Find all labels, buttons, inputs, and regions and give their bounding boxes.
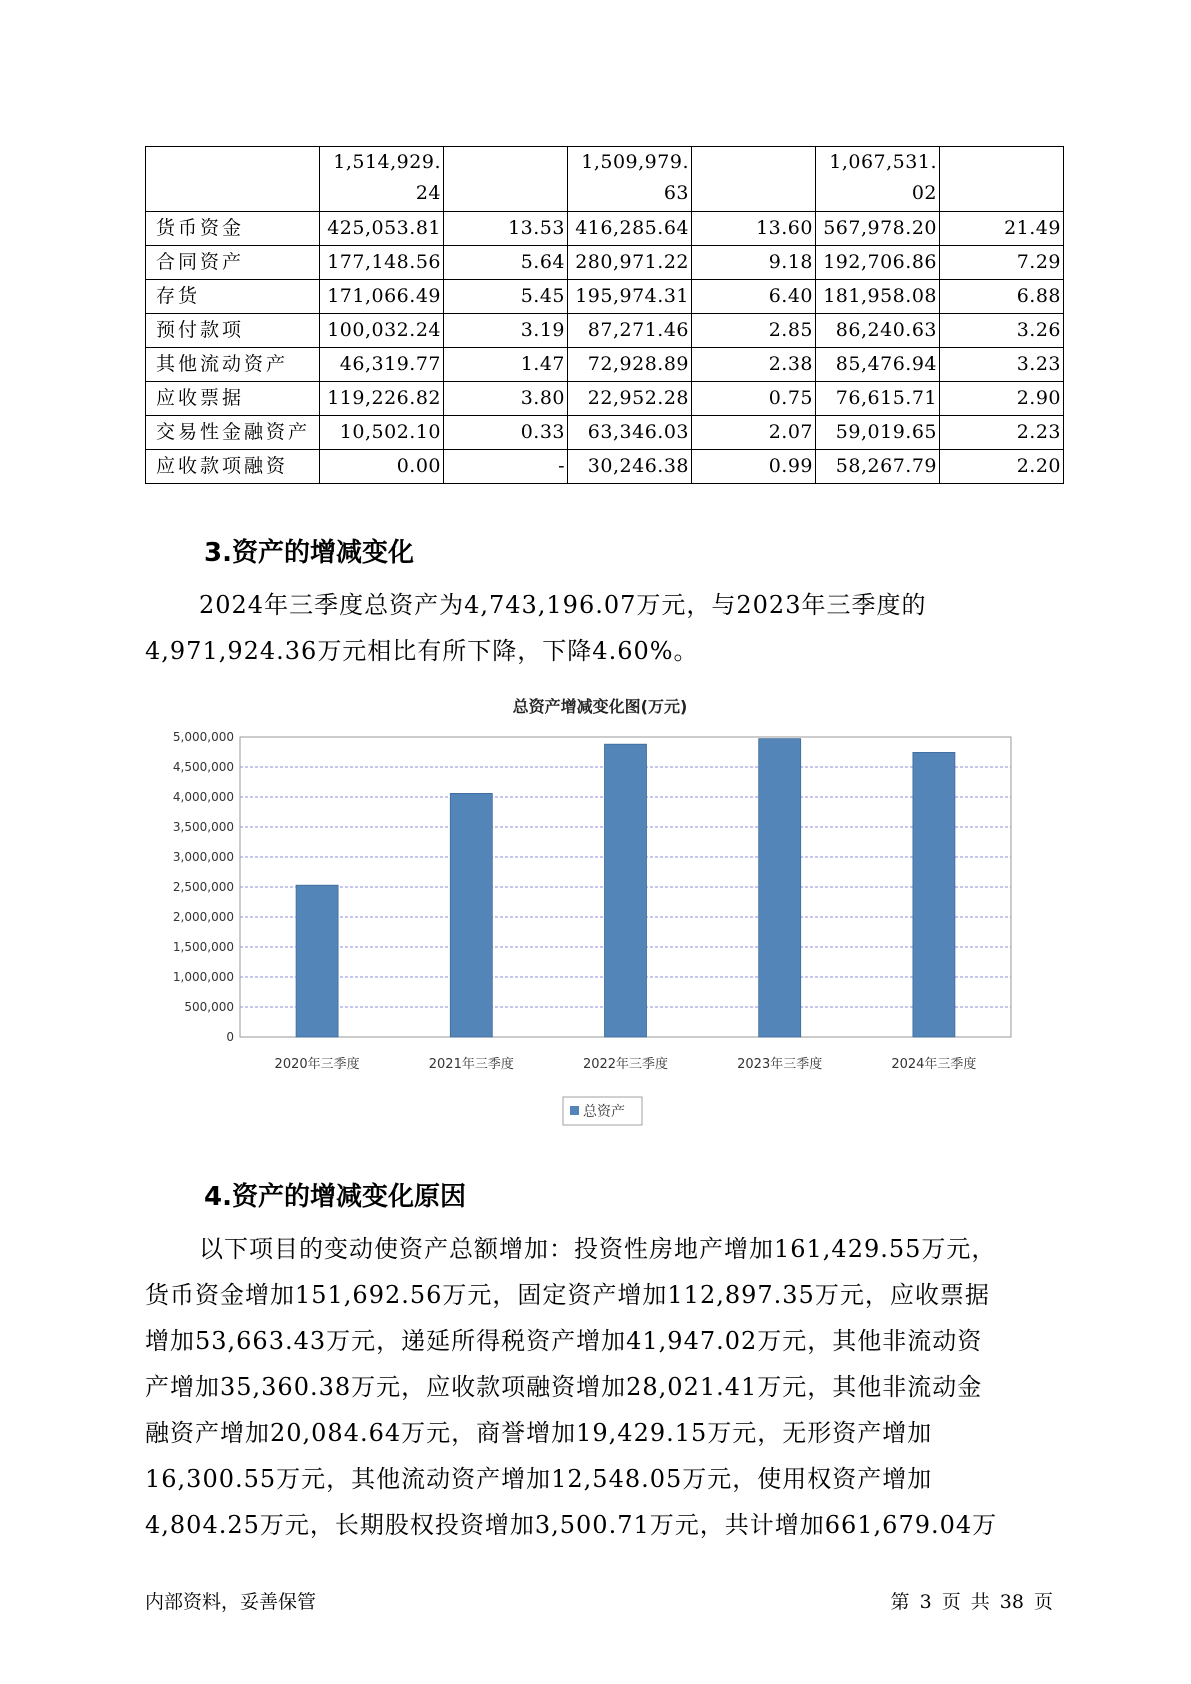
footer-confidential-note: 内部资料，妥善保管 xyxy=(145,1591,317,1613)
table-cell: 3.23 xyxy=(940,348,1064,382)
row-label xyxy=(146,147,320,212)
paragraph-line: 16,300.55万元，其他流动资产增加12,548.05万元，使用权资产增加 xyxy=(145,1465,933,1493)
table-cell: 85,476.94 xyxy=(816,348,940,382)
table-cell: 1,067,531.02 xyxy=(816,147,940,212)
table-cell: 0.33 xyxy=(444,416,568,450)
table-cell: 76,615.71 xyxy=(816,382,940,416)
paragraph-line: 增加53,663.43万元，递延所得税资产增加41,947.02万元，其他非流动资 xyxy=(145,1327,983,1355)
table-row xyxy=(146,314,1064,348)
bar xyxy=(913,752,955,1037)
bar xyxy=(296,885,338,1037)
table-cell: 1,514,929.24 xyxy=(320,147,444,212)
total-assets-bar-chart xyxy=(150,690,1050,1140)
x-tick-label: 2021年三季度 xyxy=(428,1057,514,1072)
table-row xyxy=(146,450,1064,484)
table-cell: 195,974.31 xyxy=(568,280,692,314)
x-tick-label: 2024年三季度 xyxy=(891,1057,977,1072)
row-label: 应收票据 xyxy=(146,382,320,416)
table-cell: 1,509,979.63 xyxy=(568,147,692,212)
row-label: 存货 xyxy=(146,280,320,314)
y-tick-label: 1,000,000 xyxy=(172,970,234,984)
table-cell: 5.45 xyxy=(444,280,568,314)
table-cell xyxy=(444,147,568,212)
y-tick-label: 4,000,000 xyxy=(172,790,234,804)
row-label: 货币资金 xyxy=(146,212,320,246)
paragraph-line: 货币资金增加151,692.56万元，固定资产增加112,897.35万元，应收票据 xyxy=(145,1281,990,1309)
table-row xyxy=(146,212,1064,246)
y-tick-label: 2,500,000 xyxy=(172,880,234,894)
table-cell: - xyxy=(444,450,568,484)
table-row xyxy=(146,382,1064,416)
table-cell: 192,706.86 xyxy=(816,246,940,280)
bar xyxy=(605,744,647,1037)
y-tick-label: 1,500,000 xyxy=(172,940,234,954)
table-cell: 46,319.77 xyxy=(320,348,444,382)
x-tick-label: 2023年三季度 xyxy=(737,1057,823,1072)
chart-plot xyxy=(173,730,1011,1072)
table-cell: 177,148.56 xyxy=(320,246,444,280)
table-cell: 87,271.46 xyxy=(568,314,692,348)
table-row xyxy=(146,280,1064,314)
table-cell: 3.80 xyxy=(444,382,568,416)
table-cell: 7.29 xyxy=(940,246,1064,280)
chart-legend xyxy=(563,1097,642,1125)
row-label: 预付款项 xyxy=(146,314,320,348)
paragraph-line: 2024年三季度总资产为4,743,196.07万元，与2023年三季度的 xyxy=(199,591,927,619)
table-cell: 5.64 xyxy=(444,246,568,280)
table-cell: 416,285.64 xyxy=(568,212,692,246)
table-row xyxy=(146,348,1064,382)
paragraph-line: 以下项目的变动使资产总额增加：投资性房地产增加161,429.55万元， xyxy=(199,1235,997,1263)
table-cell: 59,019.65 xyxy=(816,416,940,450)
table-cell: 567,978.20 xyxy=(816,212,940,246)
table-cell: 21.49 xyxy=(940,212,1064,246)
paragraph-line: 4,971,924.36万元相比有所下降，下降4.60%。 xyxy=(145,637,699,665)
table-cell: 30,246.38 xyxy=(568,450,692,484)
table-cell: 1.47 xyxy=(444,348,568,382)
row-label: 其他流动资产 xyxy=(146,348,320,382)
table-row xyxy=(146,147,1064,212)
table-cell: 3.19 xyxy=(444,314,568,348)
y-tick-label: 5,000,000 xyxy=(172,730,234,744)
table-cell: 2.23 xyxy=(940,416,1064,450)
table-cell: 10,502.10 xyxy=(320,416,444,450)
table-cell: 2.38 xyxy=(692,348,816,382)
table-row xyxy=(146,246,1064,280)
legend-swatch xyxy=(570,1106,579,1115)
table-cell: 280,971.22 xyxy=(568,246,692,280)
row-label: 交易性金融资产 xyxy=(146,416,320,450)
row-label: 应收款项融资 xyxy=(146,450,320,484)
y-tick-label: 0 xyxy=(226,1030,234,1044)
paragraph-line: 产增加35,360.38万元，应收款项融资增加28,021.41万元，其他非流动金 xyxy=(145,1373,983,1401)
table-cell: 0.75 xyxy=(692,382,816,416)
y-tick-label: 500,000 xyxy=(184,1000,234,1014)
table-cell: 3.26 xyxy=(940,314,1064,348)
page-number: 第 3 页 共 38 页 xyxy=(890,1591,1053,1613)
table-cell xyxy=(692,147,816,212)
table-cell: 63,346.03 xyxy=(568,416,692,450)
section3-paragraph xyxy=(145,582,1055,674)
x-tick-label: 2022年三季度 xyxy=(582,1057,669,1072)
y-tick-label: 2,000,000 xyxy=(172,910,234,924)
table-cell: 9.18 xyxy=(692,246,816,280)
paragraph-line: 融资产增加20,084.64万元，商誉增加19,429.15万元，无形资产增加 xyxy=(145,1419,933,1447)
table-cell: 2.90 xyxy=(940,382,1064,416)
table-cell: 72,928.89 xyxy=(568,348,692,382)
bar xyxy=(759,739,801,1037)
table-cell: 58,267.79 xyxy=(816,450,940,484)
y-tick-label: 4,500,000 xyxy=(172,760,234,774)
legend-label: 总资产 xyxy=(583,1104,625,1120)
table-cell xyxy=(940,147,1064,212)
table-cell: 425,053.81 xyxy=(320,212,444,246)
table-cell: 2.20 xyxy=(940,450,1064,484)
asset-table-body xyxy=(146,147,1064,484)
bar xyxy=(450,793,492,1037)
table-cell: 100,032.24 xyxy=(320,314,444,348)
x-tick-label: 2020年三季度 xyxy=(274,1057,360,1072)
chart-title: 总资产增减变化图(万元) xyxy=(512,697,688,716)
table-cell: 2.07 xyxy=(692,416,816,450)
table-cell: 0.99 xyxy=(692,450,816,484)
table-cell: 0.00 xyxy=(320,450,444,484)
table-cell: 6.88 xyxy=(940,280,1064,314)
y-tick-label: 3,500,000 xyxy=(172,820,234,834)
asset-table xyxy=(145,146,1064,484)
y-tick-label: 3,000,000 xyxy=(172,850,234,864)
table-cell: 171,066.49 xyxy=(320,280,444,314)
row-label: 合同资产 xyxy=(146,246,320,280)
table-cell: 6.40 xyxy=(692,280,816,314)
section4-paragraph xyxy=(145,1226,1055,1548)
table-cell: 13.53 xyxy=(444,212,568,246)
table-cell: 119,226.82 xyxy=(320,382,444,416)
section-heading-4: 4.资产的增减变化原因 xyxy=(204,1182,466,1212)
paragraph-line: 4,804.25万元，长期股权投资增加3,500.71万元，共计增加661,679.04万 xyxy=(145,1511,998,1539)
table-row xyxy=(146,416,1064,450)
table-cell: 2.85 xyxy=(692,314,816,348)
section-heading-3: 3.资产的增减变化 xyxy=(204,538,414,568)
table-cell: 181,958.08 xyxy=(816,280,940,314)
table-cell: 22,952.28 xyxy=(568,382,692,416)
table-cell: 13.60 xyxy=(692,212,816,246)
table-cell: 86,240.63 xyxy=(816,314,940,348)
